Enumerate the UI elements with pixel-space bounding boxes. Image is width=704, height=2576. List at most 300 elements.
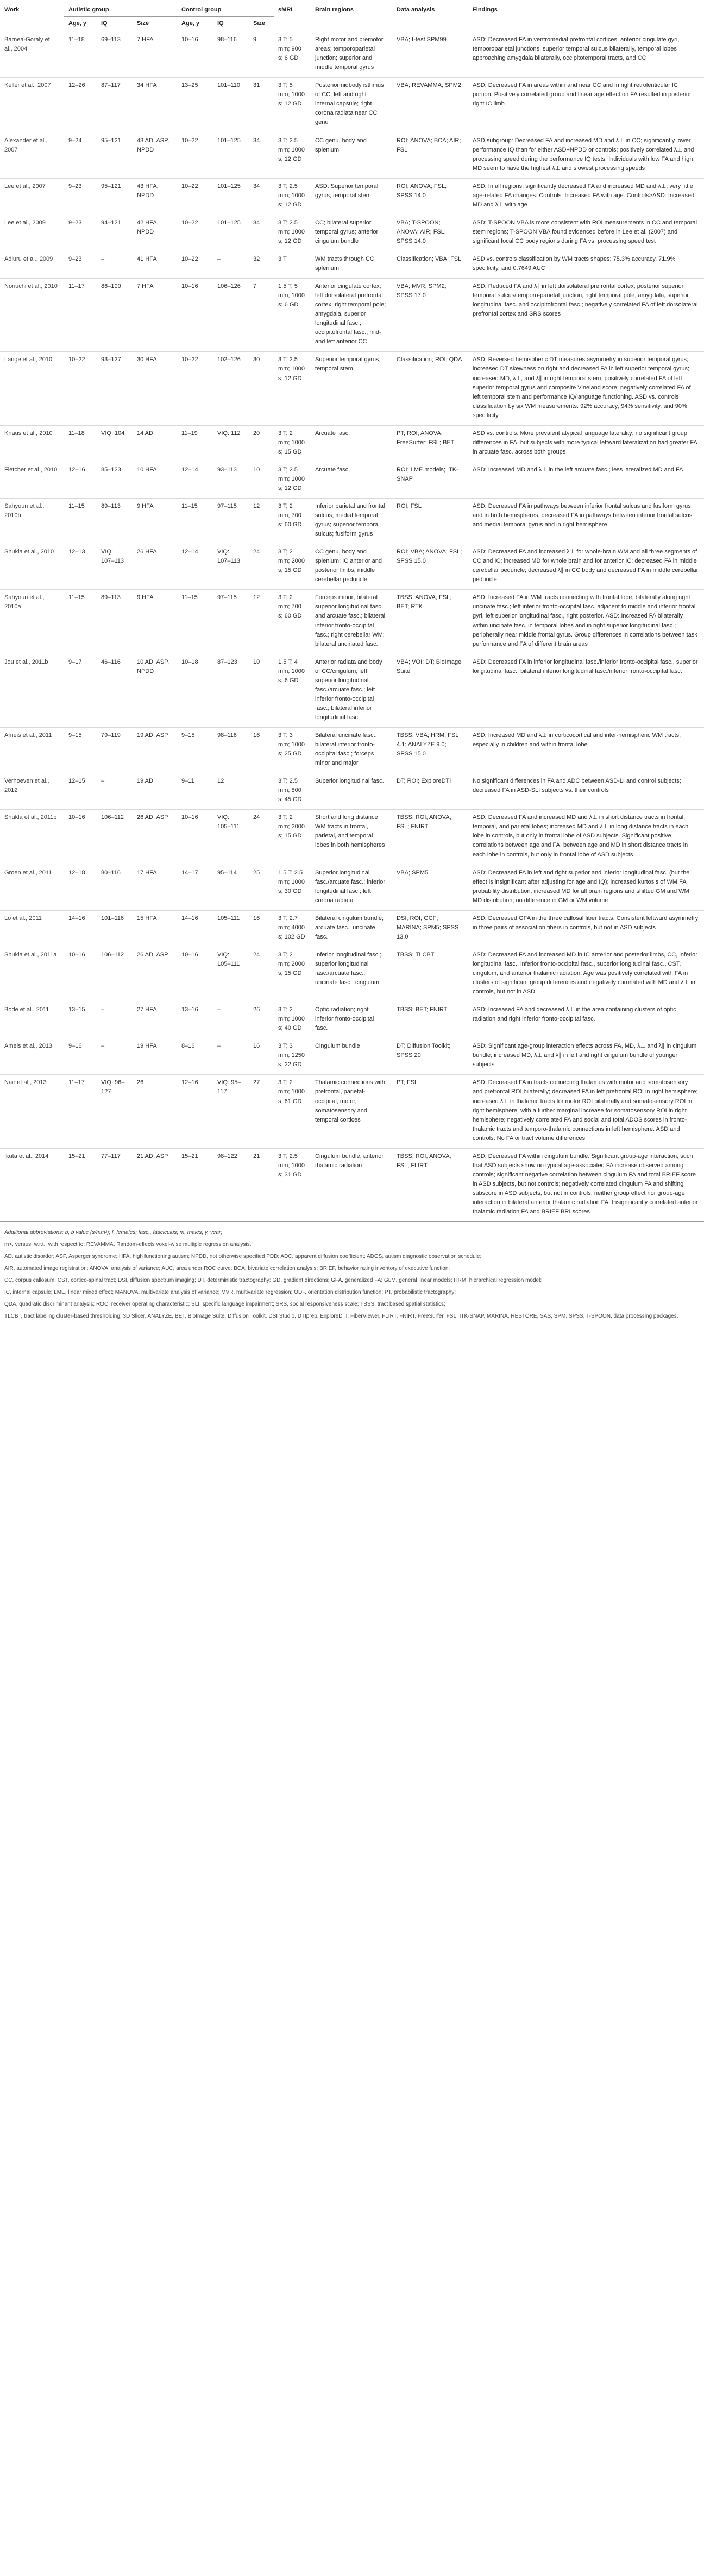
table-row: [0, 773, 704, 810]
col-control-group: Control group: [177, 0, 274, 17]
col-control-age: Age, y: [177, 17, 213, 32]
cell-autistic-size: 43 AD, ASP, NPDD: [133, 133, 177, 178]
cell-control-iq: 12: [213, 773, 249, 810]
cell-control-age: 10–16: [177, 947, 213, 1002]
cell-work: Jou et al., 2011b: [0, 654, 64, 727]
cell-autistic-iq: VIQ: 107–113: [97, 544, 133, 590]
cell-findings: ASD: Decreased GFA in the three callosal fiber tracts. Consistent leftward asymmetry in three pairs of association fibers in controls, but not in ASD subjects: [468, 910, 704, 947]
cell-data-analysis: ROI; LME models; ITK-SNAP: [392, 462, 468, 498]
cell-findings: ASD: Decreased FA in left and right superior and inferior longitudinal fasc. (but the effect is insignificant after adjusting for age and IQ); increased kurtosis of WM FA probability distribution; increased MD for all brain regions and shifted GM and WM MD distribution; no difference in GM or WM volume: [468, 865, 704, 910]
cell-autistic-age: 10–16: [64, 810, 97, 865]
cell-brain-regions: Thalamic connections with prefrontal, parietal-occipital, motor, somatosensory and temporal cortices: [311, 1075, 392, 1148]
cell-data-analysis: TBSS; ROI; ANOVA; FSL; FNIRT: [392, 810, 468, 865]
cell-control-size: 24: [249, 947, 274, 1002]
col-smri: sMRI: [278, 7, 293, 13]
table-row: [0, 910, 704, 947]
cell-smri: 3 T; 3 mm; 1250 s; 22 GD: [274, 1038, 311, 1075]
cell-control-age: 13–25: [177, 78, 213, 133]
cell-autistic-size: 41 HFA: [133, 251, 177, 278]
cell-smri: 3 T; 5 mm; 900 s; 6 GD: [274, 32, 311, 78]
cell-autistic-age: 12–26: [64, 78, 97, 133]
cell-smri: 1.5 T; 2.5 mm; 1000 s; 30 GD: [274, 865, 311, 910]
cell-work: Ameis et al., 2013: [0, 1038, 64, 1075]
cell-autistic-iq: 94–121: [97, 215, 133, 251]
cell-autistic-age: 11–17: [64, 279, 97, 352]
table-row: [0, 352, 704, 425]
table-row: [0, 1148, 704, 1221]
cell-control-size: 27: [249, 1075, 274, 1148]
cell-brain-regions: ASD: Superior temporal gyrus; temporal stem: [311, 178, 392, 215]
cell-work: Ameis et al., 2011: [0, 728, 64, 773]
note-line: TLCBT, tract labeling cluster-based thresholding; 3D Slicer, ANALYZE, BET, BioImage Suite, Diffusion Toolkit, DSI Studio, DTIprep, ExploreDTI, FiberViewer, FLIRT, FNIRT, FreeSurfer, FSL, ITK-SNAP, MARINA, RESTORE, SAS, SPM, SPSS, T-SPOON, data processing packages.: [4, 1313, 678, 1320]
cell-brain-regions: WM tracts through CC splenium: [311, 251, 392, 278]
cell-data-analysis: VBA; MVR; SPM2; SPSS 17.0: [392, 279, 468, 352]
cell-findings: ASD: Decreased FA and increased λ⊥ for whole-brain WM and all three segments of CC and IC; increased MD for whole brain and for anterior IC; decreased FA in middle cerebellar peduncle; decreased λ∥ in CC body and decreased FA in middle cerebellar peduncle: [468, 544, 704, 590]
cell-control-size: 30: [249, 352, 274, 425]
cell-smri: 3 T; 2.5 mm; 1000 s; 12 GD: [274, 352, 311, 425]
cell-data-analysis: ROI; ANOVA; BCA; AIR; FSL: [392, 133, 468, 178]
header-group-row: [0, 0, 704, 17]
cell-findings: ASD subgroup: Decreased FA and increased MD and λ⊥ in CC; significantly lower performance IQ than for either ASD+NPDD or controls; positively correlated λ⊥ and processing speed during the performance IQ tests. Individuals with low FA and high MD seem to have the highest λ⊥ and slowest processing speeds: [468, 133, 704, 178]
cell-smri: 3 T; 2 mm; 2000 s; 15 GD: [274, 810, 311, 865]
cell-autistic-iq: –: [97, 1038, 133, 1075]
sub-blank: [468, 17, 704, 32]
cell-control-iq: 106–126: [213, 279, 249, 352]
col-control-iq: IQ: [213, 17, 249, 32]
cell-autistic-size: 19 HFA: [133, 1038, 177, 1075]
cell-control-size: 31: [249, 78, 274, 133]
cell-control-size: 16: [249, 910, 274, 947]
cell-control-size: 25: [249, 865, 274, 910]
cell-findings: ASD: Decreased FA and increased MD and λ⊥ in short distance tracts in frontal, temporal, and parietal lobes; increased MD and λ⊥ in long distance tracts in each lobe in controls, but only in frontal lobe of ASD subjects. Significant positive correlations between age and FA, between age and MD in short distance tracts in each lobe in controls, but only in frontal lobe of ASD subjects: [468, 810, 704, 865]
table-row: [0, 1002, 704, 1038]
cell-autistic-age: 11–15: [64, 590, 97, 654]
cell-work: Lo et al., 2011: [0, 910, 64, 947]
note-line: QDA, quadratic discriminant analysis; ROC, receiver operating characteristic; SLI, specific language impairment; SRS, social responsiveness scale; TBSS, tract based spatial statistics;: [4, 1301, 445, 1308]
cell-control-size: 16: [249, 728, 274, 773]
cell-work: Sahyoun et al., 2010a: [0, 590, 64, 654]
cell-autistic-iq: 85–123: [97, 462, 133, 498]
cell-control-size: [249, 773, 274, 810]
cell-autistic-size: 17 HFA: [133, 865, 177, 910]
note-line: IC, internal capsule; LME, linear mixed effect; MANOVA, multivariate analysis of variance; MVR, multivariate regression; ODF, orientation distribution function; PT, probabilistic tractography;: [4, 1289, 456, 1296]
cell-autistic-iq: 69–113: [97, 32, 133, 78]
cell-brain-regions: Superior longitudinal fasc.: [311, 773, 392, 810]
cell-autistic-age: 9–23: [64, 178, 97, 215]
col-brain-regions: Brain regions: [315, 7, 354, 13]
cell-control-size: 9: [249, 32, 274, 78]
cell-autistic-iq: –: [97, 251, 133, 278]
cell-findings: ASD: Increased MD and λ⊥ in corticocortical and inter-hemispheric WM tracts, especially in children and within frontal lobe: [468, 728, 704, 773]
cell-autistic-age: 10–16: [64, 947, 97, 1002]
cell-control-iq: –: [213, 251, 249, 278]
cell-brain-regions: Optic radiation; right inferior fronto-occipital fasc.: [311, 1002, 392, 1038]
cell-data-analysis: TBSS; ANOVA; FSL; BET; RTK: [392, 590, 468, 654]
table-row: [0, 215, 704, 251]
cell-control-age: 10–22: [177, 352, 213, 425]
cell-control-iq: 105–111: [213, 910, 249, 947]
note-line: CC, corpus callosum; CST, cortico-spinal tract; DSI, diffusion spectrum imaging; DT, deterministic tractography; GD, gradient directions; GFA, generalized FA; GLM, general linear models; HRM, hierarchical regression model;: [4, 1277, 542, 1284]
table-row: [0, 425, 704, 462]
cell-autistic-size: 34 HFA: [133, 78, 177, 133]
cell-data-analysis: ROI; VBA; ANOVA; FSL; SPSS 15.0: [392, 544, 468, 590]
cell-work: Knaus et al., 2010: [0, 425, 64, 462]
cell-findings: No significant differences in FA and ADC between ASD-LI and control subjects; decreased FA in ASD-SLI subjects vs. their controls: [468, 773, 704, 810]
cell-data-analysis: VBA; SPM5: [392, 865, 468, 910]
cell-brain-regions: CC genu, body and splenium; IC anterior and posterior limbs; middle cerebellar peduncle: [311, 544, 392, 590]
cell-data-analysis: TBSS; TLCBT: [392, 947, 468, 1002]
cell-control-iq: 95–114: [213, 865, 249, 910]
cell-work: Bode et al., 2011: [0, 1002, 64, 1038]
cell-control-iq: 93–113: [213, 462, 249, 498]
cell-control-size: 12: [249, 499, 274, 544]
cell-findings: ASD: Increased MD and λ⊥ in the left arcuate fasc.; less lateralized MD and FA: [468, 462, 704, 498]
cell-data-analysis: Classification; ROI; QDA: [392, 352, 468, 425]
cell-smri: 3 T: [274, 251, 311, 278]
cell-smri: 3 T; 2.5 mm; 1000 s; 12 GD: [274, 133, 311, 178]
table-row: [0, 1038, 704, 1075]
cell-data-analysis: VBA; T-SPOON; ANOVA; AIR; FSL; SPSS 14.0: [392, 215, 468, 251]
cell-brain-regions: Inferior longitudinal fasc.; superior longitudinal fasc./arcuate fasc.; uncinate fasc.; cingulum: [311, 947, 392, 1002]
cell-smri: 3 T; 2 mm; 2000 s; 15 GD: [274, 544, 311, 590]
cell-control-iq: 97–115: [213, 499, 249, 544]
cell-control-iq: VIQ: 112: [213, 425, 249, 462]
cell-control-age: 10–22: [177, 178, 213, 215]
cell-autistic-iq: –: [97, 773, 133, 810]
cell-findings: ASD: Reversed hemispheric DT measures asymmetry in superior temporal gyrus; increased DT skewness on right and decreased FA in left superior temporal gyrus; increased MD, λ⊥, and λ∥ in right temporal stem; positively correlated FA of left superior temporal gyrus and composite Vineland score; negatively correlated FA of left temporal stem and performance IQ/language functioning. ASD vs. controls classification by six WM measurements: 92% accuracy; 94% sensitivity, and 90% specificity: [468, 352, 704, 425]
cell-control-size: 32: [249, 251, 274, 278]
cell-control-age: 11–19: [177, 425, 213, 462]
table-row: [0, 251, 704, 278]
cell-autistic-size: 26 AD, ASP: [133, 947, 177, 1002]
cell-autistic-size: 26 AD, ASP: [133, 810, 177, 865]
sub-blank: [274, 17, 311, 32]
cell-work: Shukla et al., 2011a: [0, 947, 64, 1002]
cell-brain-regions: Forceps minor; bilateral superior longitudinal fasc. and arcuate fasc.; bilateral inferior fronto-occipital fasc.; right cerebellar WM; bilateral uncinated fasc.: [311, 590, 392, 654]
cell-smri: 3 T; 2 mm; 1000 s; 40 GD: [274, 1002, 311, 1038]
cell-control-age: 12–14: [177, 544, 213, 590]
cell-autistic-iq: 80–116: [97, 865, 133, 910]
header-sub-row: [0, 17, 704, 32]
table-row: [0, 133, 704, 178]
cell-control-size: 10: [249, 462, 274, 498]
cell-control-size: 10: [249, 654, 274, 727]
col-autistic-group: Autistic group: [64, 0, 177, 17]
col-findings: Findings: [473, 7, 498, 13]
col-autistic-size: Size: [133, 17, 177, 32]
cell-work: Shukla et al., 2010: [0, 544, 64, 590]
cell-control-iq: –: [213, 1002, 249, 1038]
cell-autistic-age: 12–16: [64, 462, 97, 498]
cell-autistic-age: 12–13: [64, 544, 97, 590]
table-row: [0, 178, 704, 215]
cell-smri: 1.5 T; 4 mm; 1000 s; 6 GD: [274, 654, 311, 727]
cell-work: Sahyoun et al., 2010b: [0, 499, 64, 544]
cell-work: Ikuta et al., 2014: [0, 1148, 64, 1221]
cell-autistic-age: 9–15: [64, 728, 97, 773]
cell-data-analysis: PT; ROI; ANOVA; FreeSurfer; FSL; BET: [392, 425, 468, 462]
cell-control-iq: 97–115: [213, 590, 249, 654]
cell-control-size: 26: [249, 1002, 274, 1038]
cell-control-iq: 98–116: [213, 728, 249, 773]
cell-findings: ASD: In all regions, significantly decreased FA and increased MD and λ⊥; very little age-related FA changes. Controls: Increased FA with age. Controls>ASD: Increased MD and λ⊥ with age: [468, 178, 704, 215]
cell-work: Fletcher et al., 2010: [0, 462, 64, 498]
cell-findings: ASD: Decreased FA in ventromedial prefrontal cortices, anterior cingulate gyri, temporoparietal junctions, superior temporal sulcus bilaterally, temporal lobes approaching amygdala bilaterally, occipitotemporal tracts, and CC: [468, 32, 704, 78]
cell-autistic-age: 11–18: [64, 425, 97, 462]
cell-smri: 3 T; 2.5 mm; 1000 s; 12 GD: [274, 178, 311, 215]
cell-smri: 1.5 T; 5 mm; 1000 s; 6 GD: [274, 279, 311, 352]
cell-control-iq: VIQ: 107–113: [213, 544, 249, 590]
cell-brain-regions: Arcuate fasc.: [311, 425, 392, 462]
cell-autistic-age: 9–24: [64, 133, 97, 178]
cell-autistic-iq: 89–113: [97, 499, 133, 544]
cell-findings: ASD: Decreased FA and increased MD in IC anterior and posterior limbs, CC, inferior longitudinal fasc., inferior fronto-occipital fasc., superior longitudinal fasc., CST, cingulum, and anterior thalamic radiation. Age was positively correlated with FA in clusters of significant group differences and negatively correlated with MD and λ⊥ in controls, but not in ASD: [468, 947, 704, 1002]
note-line: AIR, automated image registration; ANOVA, analysis of variance; AUC, area under ROC curve; BCA, bivariate correlation analysis; BRIEF, behavior rating inventory of executive function;: [4, 1265, 450, 1272]
cell-findings: ASD: Decreased FA in areas within and near CC and in right retrolenticular IC portion. Positively correlated group and linear age effect on FA resulted in posterior right IC limb: [468, 78, 704, 133]
cell-data-analysis: Classification; VBA; FSL: [392, 251, 468, 278]
cell-work: Verhoeven et al., 2012: [0, 773, 64, 810]
cell-autistic-age: 13–15: [64, 1002, 97, 1038]
cell-data-analysis: TBSS; ROI; ANOVA; FSL; FLIRT: [392, 1148, 468, 1221]
cell-control-iq: 102–126: [213, 352, 249, 425]
cell-brain-regions: Anterior cingulate cortex; left dorsolateral prefrontal cortex; right temporal pole; amygdala, superior longitudinal fasc.; occipitofrontal fasc.; mid- and left anterior CC: [311, 279, 392, 352]
cell-brain-regions: CC; bilateral superior temporal gyrus; anterior cingulum bundle: [311, 215, 392, 251]
cell-autistic-iq: 89–113: [97, 590, 133, 654]
cell-control-age: 14–17: [177, 865, 213, 910]
cell-autistic-age: 11–15: [64, 499, 97, 544]
dti-studies-table: [0, 0, 704, 1222]
cell-control-iq: VIQ: 105–111: [213, 947, 249, 1002]
note-line: AD, autistic disorder; ASP, Asperger syndrome; HFA, high functioning autism; NPDD, not otherwise specified PDD; ADC, apparent diffusion coefficient; ADOS, autism diagnostic observation schedule;: [4, 1254, 482, 1260]
cell-control-iq: VIQ: 95–117: [213, 1075, 249, 1148]
cell-control-iq: VIQ: 105–111: [213, 810, 249, 865]
cell-autistic-size: 9 HFA: [133, 590, 177, 654]
cell-autistic-age: 9–23: [64, 251, 97, 278]
cell-findings: ASD vs. controls: More prevalent atypical language laterality; no significant group differences in FA, but subjects with more typical leftward lateralization had greater FA in arcuate fasc. across both groups: [468, 425, 704, 462]
cell-control-size: 34: [249, 133, 274, 178]
col-autistic-age: Age, y: [64, 17, 97, 32]
cell-autistic-iq: –: [97, 1002, 133, 1038]
cell-data-analysis: VBA; t-test SPM99: [392, 32, 468, 78]
cell-work: Nair et al., 2013: [0, 1075, 64, 1148]
cell-autistic-size: 26 HFA: [133, 544, 177, 590]
cell-work: Alexander et al., 2007: [0, 133, 64, 178]
cell-smri: 3 T; 2 mm; 2000 s; 15 GD: [274, 947, 311, 1002]
cell-findings: ASD: Reduced FA and λ∥ in left dorsolateral prefrontal cortex; posterior superior temporal sulcus/temporo-parietal junction, right temporal pole, amygdala, superior longitudinal fasc. and occipitofrontal fasc.; negatively correlated FA of left dorsolateral prefrontal cortex and SRS scores: [468, 279, 704, 352]
cell-autistic-iq: 87–117: [97, 78, 133, 133]
cell-control-age: 10–16: [177, 32, 213, 78]
cell-control-size: 7: [249, 279, 274, 352]
cell-data-analysis: DT; Diffusion Toolkit; SPSS 20: [392, 1038, 468, 1075]
table-row: [0, 78, 704, 133]
cell-control-age: 12–14: [177, 462, 213, 498]
cell-brain-regions: Posteriormidbody isthmus of CC; left and right internal capsule; right corona radiata near CC genu: [311, 78, 392, 133]
cell-autistic-iq: 106–112: [97, 810, 133, 865]
cell-control-size: 16: [249, 1038, 274, 1075]
table-row: [0, 544, 704, 590]
cell-smri: 3 T; 2 mm; 700 s; 60 GD: [274, 499, 311, 544]
cell-control-size: 34: [249, 178, 274, 215]
cell-work: Shukla et al., 2011b: [0, 810, 64, 865]
cell-findings: ASD: T-SPOON VBA is more consistent with ROI measurements in CC and temporal stem regions; T-SPOON VBA found evidenced before in Lee et al. (2007) and significant focal CC body regions during FA vs. processing speed test: [468, 215, 704, 251]
cell-autistic-age: 9–16: [64, 1038, 97, 1075]
table-row: [0, 1075, 704, 1148]
table-row: [0, 810, 704, 865]
cell-smri: 3 T; 2 mm; 1000 s; 15 GD: [274, 425, 311, 462]
cell-work: Lee et al., 2009: [0, 215, 64, 251]
cell-findings: ASD vs. controls classification by WM tracts shapes: 75.3% accuracy, 71.9% specificity, and 0.7649 AUC: [468, 251, 704, 278]
cell-autistic-iq: 46–116: [97, 654, 133, 727]
cell-control-size: 34: [249, 215, 274, 251]
cell-data-analysis: PT; FSL: [392, 1075, 468, 1148]
cell-autistic-size: 9 HFA: [133, 499, 177, 544]
cell-control-iq: 98–122: [213, 1148, 249, 1221]
cell-data-analysis: ROI; FSL: [392, 499, 468, 544]
cell-data-analysis: VBA; REVAMMA; SPM2: [392, 78, 468, 133]
cell-autistic-age: 9–17: [64, 654, 97, 727]
cell-brain-regions: Right motor and premotor areas; temporoparietal junction; superior and middle temporal gyrus: [311, 32, 392, 78]
cell-work: Keller et al., 2007: [0, 78, 64, 133]
cell-autistic-size: 42 HFA, NPDD: [133, 215, 177, 251]
cell-findings: ASD: Significant age-group interaction effects across FA, MD, λ⊥ and λ∥ in cingulum bundle; increased MD, λ⊥ and λ∥ in left and right cingulum bundle of younger subjects: [468, 1038, 704, 1075]
cell-control-age: 9–15: [177, 728, 213, 773]
sub-blank: [392, 17, 468, 32]
cell-control-size: 24: [249, 544, 274, 590]
cell-control-iq: 98–116: [213, 32, 249, 78]
cell-brain-regions: Anterior radiata and body of CC/cingulum; left superior longitudinal fasc./arcuate fasc.; left inferior fronto-occipital fasc.; bilateral inferior longitudinal fasc.: [311, 654, 392, 727]
cell-smri: 3 T; 2.5 mm; 1000 s; 12 GD: [274, 215, 311, 251]
cell-autistic-age: 11–17: [64, 1075, 97, 1148]
cell-findings: ASD: Decreased FA in pathways between inferior frontal sulcus and fusiform gyrus and in both hemispheres, decreased FA in pathways between inferior frontal sulcus and medial temporal gyrus and in right hemisphere: [468, 499, 704, 544]
cell-control-age: 12–16: [177, 1075, 213, 1148]
cell-autistic-size: 19 AD: [133, 773, 177, 810]
cell-autistic-iq: VIQ: 96–127: [97, 1075, 133, 1148]
cell-autistic-size: 21 AD, ASP: [133, 1148, 177, 1221]
table-row: [0, 865, 704, 910]
cell-work: Adluru et al., 2009: [0, 251, 64, 278]
cell-control-age: 10–22: [177, 133, 213, 178]
cell-autistic-size: 14 AD: [133, 425, 177, 462]
cell-data-analysis: DSI; ROI; GCF; MARINA; SPM5; SPSS 13.0: [392, 910, 468, 947]
table-row: [0, 32, 704, 78]
col-control-size: Size: [249, 17, 274, 32]
cell-control-age: 11–15: [177, 499, 213, 544]
cell-control-age: 10–22: [177, 251, 213, 278]
cell-control-age: 10–18: [177, 654, 213, 727]
cell-autistic-age: 11–18: [64, 32, 97, 78]
cell-autistic-iq: 101–116: [97, 910, 133, 947]
cell-data-analysis: TBSS; BET; FNIRT: [392, 1002, 468, 1038]
cell-control-size: 12: [249, 590, 274, 654]
cell-smri: 3 T; 2.5 mm; 1000 s; 31 GD: [274, 1148, 311, 1221]
cell-autistic-size: 10 HFA: [133, 462, 177, 498]
table-row: [0, 462, 704, 498]
cell-control-age: 14–16: [177, 910, 213, 947]
table-row: [0, 279, 704, 352]
cell-autistic-age: 12–15: [64, 773, 97, 810]
cell-autistic-iq: 95–121: [97, 178, 133, 215]
cell-work: Lange et al., 2010: [0, 352, 64, 425]
cell-work: Groen et al., 2011: [0, 865, 64, 910]
cell-autistic-iq: 86–100: [97, 279, 133, 352]
table-row: [0, 499, 704, 544]
cell-control-age: 13–16: [177, 1002, 213, 1038]
cell-autistic-iq: 79–119: [97, 728, 133, 773]
cell-smri: 3 T; 2 mm; 700 s; 60 GD: [274, 590, 311, 654]
cell-work: Noriuchi et al., 2010: [0, 279, 64, 352]
cell-autistic-size: 19 AD, ASP: [133, 728, 177, 773]
cell-autistic-age: 14–16: [64, 910, 97, 947]
cell-control-iq: –: [213, 1038, 249, 1075]
cell-data-analysis: DT; ROI; ExploreDTI: [392, 773, 468, 810]
cell-brain-regions: Cingulum bundle; anterior thalamic radiation: [311, 1148, 392, 1221]
cell-brain-regions: Short and long distance WM tracts in frontal, parietal, and temporal lobes in both hemispheres: [311, 810, 392, 865]
cell-control-age: 10–16: [177, 810, 213, 865]
cell-autistic-age: 10–22: [64, 352, 97, 425]
sub-blank: [0, 17, 64, 32]
cell-work: Barnea-Goraly et al., 2004: [0, 32, 64, 78]
cell-control-iq: 101–125: [213, 178, 249, 215]
cell-data-analysis: TBSS; VBA; HRM; FSL 4.1; ANALYZE 9.0; SPSS 15.0: [392, 728, 468, 773]
cell-autistic-size: 7 HFA: [133, 279, 177, 352]
cell-findings: ASD: Decreased FA in inferior longitudinal fasc./inferior fronto-occipital fasc., superior longitudinal fasc., bilateral inferior longitudinal fasc./inferior fronto-occipital fasc.: [468, 654, 704, 727]
cell-autistic-size: 15 HFA: [133, 910, 177, 947]
col-work: Work: [4, 7, 20, 13]
cell-autistic-size: 30 HFA: [133, 352, 177, 425]
cell-smri: 3 T; 5 mm; 1000 s; 12 GD: [274, 78, 311, 133]
cell-control-age: 11–15: [177, 590, 213, 654]
cell-brain-regions: Superior temporal gyrus; temporal stem: [311, 352, 392, 425]
table-body: [0, 32, 704, 1222]
col-autistic-iq: IQ: [97, 17, 133, 32]
cell-findings: ASD: Increased FA and decreased λ⊥ in the area containing clusters of optic radiation and right inferior fronto-occipital fasc.: [468, 1002, 704, 1038]
cell-control-iq: 101–125: [213, 215, 249, 251]
cell-brain-regions: Arcuate fasc.: [311, 462, 392, 498]
cell-control-age: 10–22: [177, 215, 213, 251]
table-row: [0, 590, 704, 654]
table-row: [0, 654, 704, 727]
cell-autistic-size: 43 HFA, NPDD: [133, 178, 177, 215]
cell-data-analysis: VBA; VOI; DT; BioImage Suite: [392, 654, 468, 727]
cell-autistic-age: 9–23: [64, 215, 97, 251]
cell-findings: ASD: Decreased FA in tracts connecting thalamus with motor and somatosensory and prefrontal ROI bilaterally; decreased FA in left prefrontal ROI in right hemisphere; increased λ⊥ in thalamic tracts for motor ROI bilaterally and somatosensory ROI in right hemisphere, with a further marginal increase for somatosensory ROI in right hemisphere; negatively correlated FA and social and total ADOS scores in fronto-thalamic tracts and temporo-thalamic connections in left hemisphere. ASD and controls: No FA or tract volume differences: [468, 1075, 704, 1148]
cell-autistic-iq: 93–127: [97, 352, 133, 425]
cell-autistic-size: 26: [133, 1075, 177, 1148]
cell-autistic-iq: VIQ: 104: [97, 425, 133, 462]
cell-control-age: 15–21: [177, 1148, 213, 1221]
cell-brain-regions: Bilateral uncinate fasc.; bilateral inferior fronto-occipital fasc.; forceps minor and major: [311, 728, 392, 773]
cell-smri: 3 T; 2.5 mm; 1000 s; 12 GD: [274, 462, 311, 498]
cell-control-iq: 101–110: [213, 78, 249, 133]
cell-findings: ASD: Decreased FA within cingulum bundle. Significant group-age interaction, such that ASD subjects show no typical age-associated FA increase observed among controls; significant negative correlation between cingulum FA and total BRIEF score in ASD subjects, but not controls; negatively correlated cingulum FA and shifting subscore in ASD subjects, but not in controls; neither group effect nor group-age interaction in bilateral anterior thalamic radiation FA. Insignificantly correlated anterior thalamic radiation FA and BRIEF BRI scores: [468, 1148, 704, 1221]
cell-smri: 3 T; 2 mm; 1000 s; 61 GD: [274, 1075, 311, 1148]
cell-brain-regions: Superior longitudinal fasc./arcuate fasc.; inferior longitudinal fasc.; left corona radiata: [311, 865, 392, 910]
cell-autistic-size: 7 HFA: [133, 32, 177, 78]
cell-autistic-iq: 106–112: [97, 947, 133, 1002]
col-data-analysis: Data analysis: [397, 7, 435, 13]
table-notes: [0, 1222, 704, 1332]
cell-control-iq: 87–123: [213, 654, 249, 727]
cell-smri: 3 T; 2.5 mm; 800 s; 45 GD: [274, 773, 311, 810]
cell-autistic-size: 27 HFA: [133, 1002, 177, 1038]
cell-brain-regions: Bilateral cingulum bundle; arcuate fasc.; uncinate fasc.: [311, 910, 392, 947]
table-row: [0, 947, 704, 1002]
cell-autistic-age: 12–18: [64, 865, 97, 910]
cell-findings: ASD: Increased FA in WM tracts connecting with frontal lobe, bilaterally along right uncinate fasc.; left inferior fronto-occipital fasc. adjacent to middle and inferior frontal gyri, left superior longitudinal fasc., right posterior. ASD: Increased FA bilaterally within uncinate fasc. in temporal lobes and in right superior longitudinal fasc.; peripherally near middle frontal gyrus. Group differences in correlations between task performance and FA of different brain areas: [468, 590, 704, 654]
cell-smri: 3 T; 2.7 mm; 4000 s; 102 GD: [274, 910, 311, 947]
cell-control-size: 24: [249, 810, 274, 865]
cell-smri: 3 T; 3 mm; 1000 s; 25 GD: [274, 728, 311, 773]
